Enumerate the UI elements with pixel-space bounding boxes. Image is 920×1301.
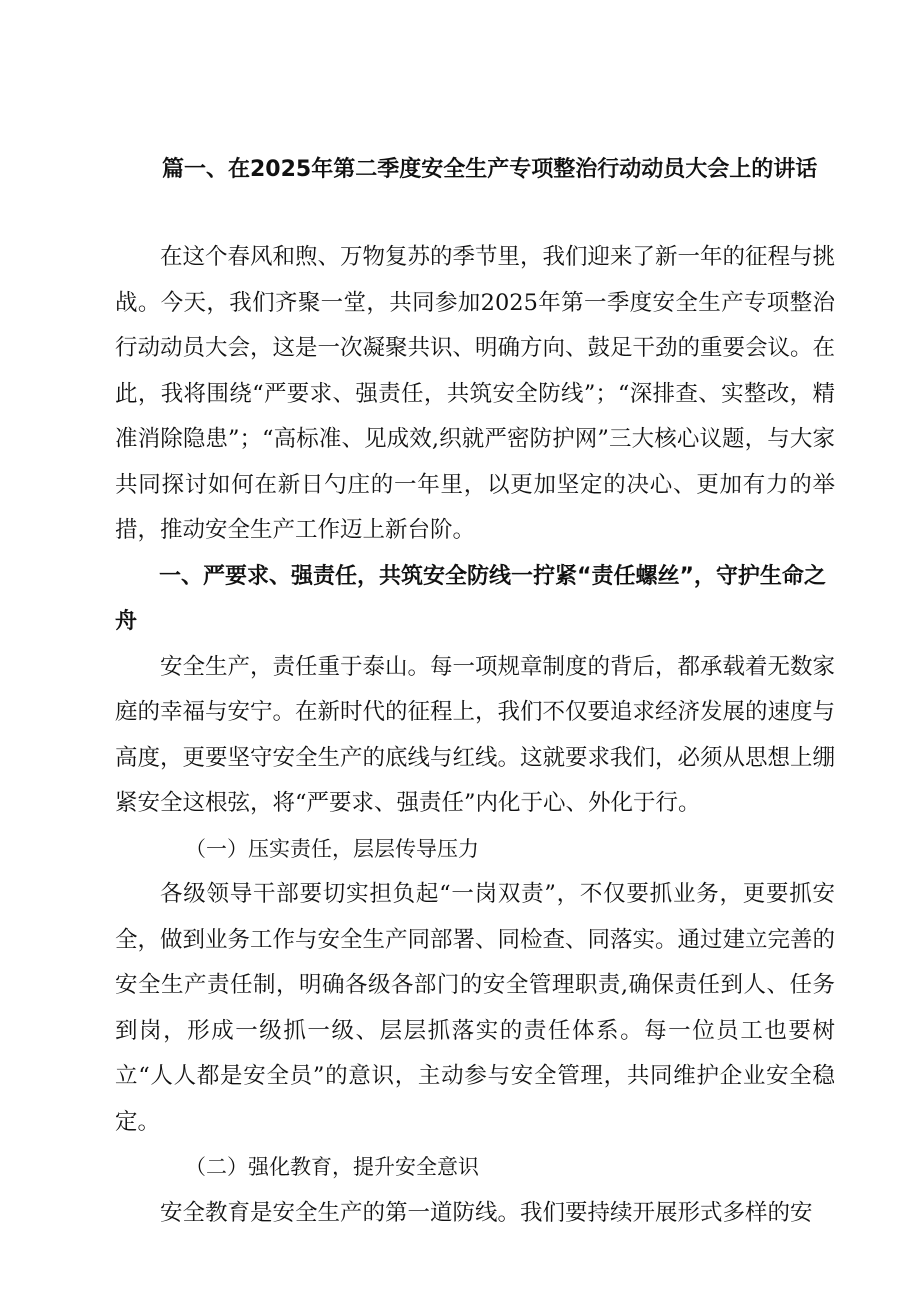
document-title: 篇一、在2025年第二季度安全生产专项整治行动动员大会上的讲话 <box>162 157 818 182</box>
intro-paragraph: 在这个春风和煦、万物复苏的季节里，我们迎来了新一年的征程与挑战。今天，我们齐聚一堂，共同参加2025年第一季度安全生产专项整治行动动员大会，这是一次凝聚共识、明确方向、鼓足干劲的重要会议。在此，我将围绕“严要求、强责任，共筑安全防线”；“深排查、实整改，精准消除隐患”；“高标准、见成效,织就严密防护网”三大核心议题，与大家共同探讨如何在新日勺庄的一年里，以更加坚定的决心、更加有力的举措，推动安全生产工作迈上新台阶。 <box>115 244 836 543</box>
subsection-1-paragraph: 各级领导干部要切实担负起“一岗双责”，不仅要抓业务，更要抓安全，做到业务工作与安全生产同部署、同检查、同落实。通过建立完善的安全生产责任制，明确各级各部门的安全管理职责,确保责任到人、任务到岗，形成一级抓一级、层层抓落实的责任体系。每一位员工也要树立“人人都是安全员”的意识，主动参与安全管理，共同维护企业安全稳定。 <box>115 881 836 1135</box>
section-1-paragraph: 安全生产，责任重于泰山。每一项规章制度的背后，都承载着无数家庭的幸福与安宁。在新时代的征程上，我们不仅要追求经济发展的速度与高度，更要坚守安全生产的底线与红线。这就要求我们，必须从思想上绷紧安全这根弦，将“严要求、强责任”内化于心、外化于行。 <box>115 653 836 816</box>
document-body <box>115 235 835 1236</box>
subsection-2-paragraph: 安全教育是安全生产的第一道防线。我们要持续开展形式多样的安 <box>160 1199 813 1226</box>
subsection-1-heading: （一）压实责任，层层传导压力 <box>185 836 479 861</box>
subsection-2-heading: （二）强化教育，提升安全意识 <box>185 1155 479 1179</box>
section-1-heading: 一、严要求、强责任，共筑安全防线一拧紧“责任螺丝”，守护生命之舟 <box>115 563 826 634</box>
